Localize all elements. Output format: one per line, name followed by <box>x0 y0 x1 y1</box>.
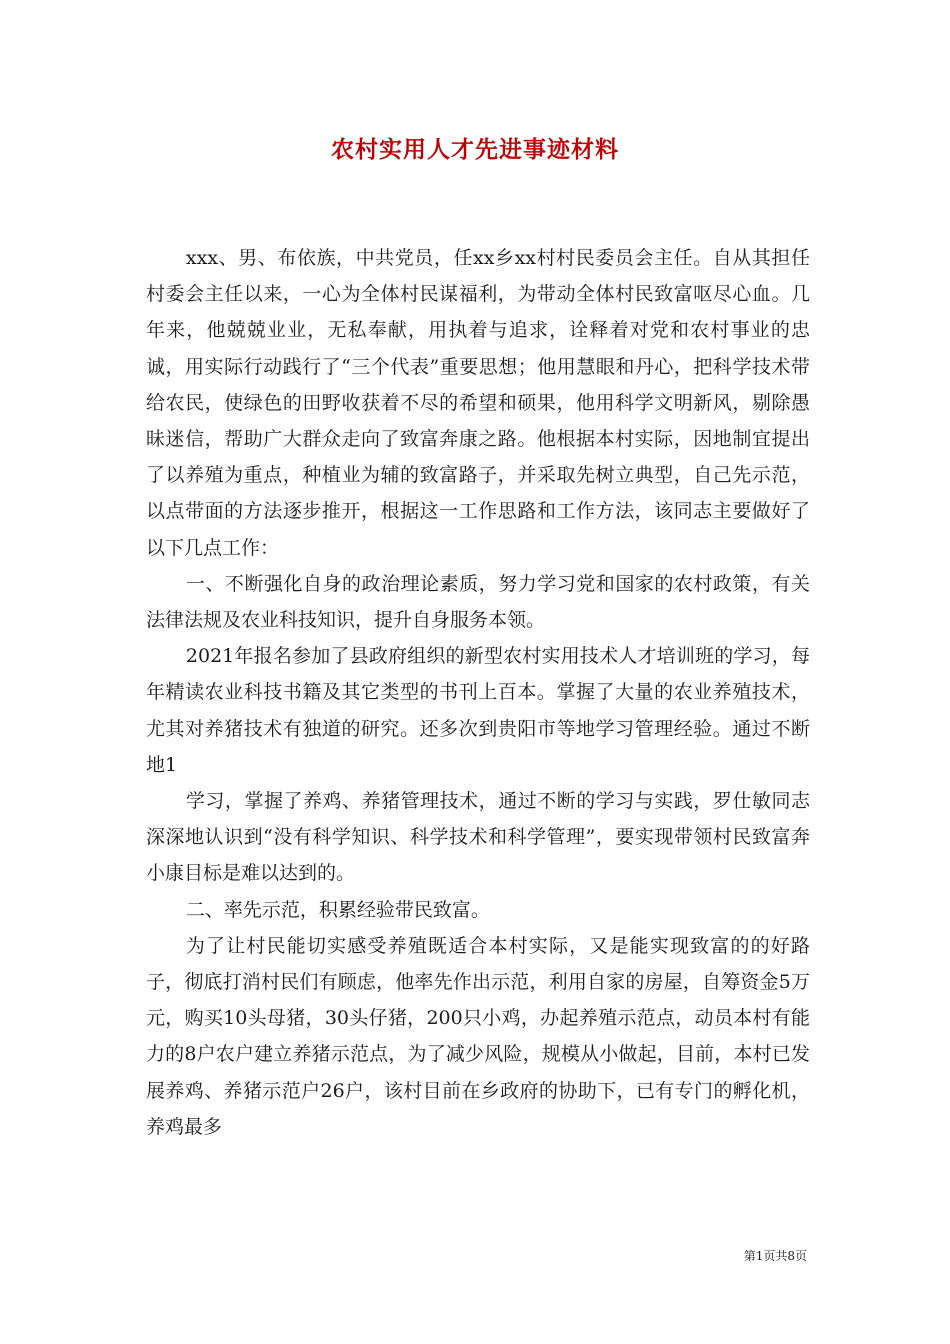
paragraph-demonstration: 为了让村民能切实感受养殖既适合本村实际，又是能实现致富的的好路子，彻底打消村民们有顾虑，他率先作出示范，利用自家的房屋，自筹资金5万元，购买10头母猪，30头仔猪，200只小鸡，办起养殖示范点，动员本村有能力的8户农户建立养猪示范点，为了减少风险，规模从小做起，目前，本村已发展养鸡、养猪示范户26户，该村目前在乡政府的协助下，已有专门的孵化机，养鸡最多 <box>146 934 810 1138</box>
paragraph-section-two-heading: 二、率先示范，积累经验带民致富。 <box>185 898 490 921</box>
document-title: 农村实用人才先进事迹材料 <box>331 136 619 163</box>
paragraph-training: 2021年报名参加了县政府组织的新型农村实用技术人才培训班的学习，每年精读农业科技书籍及其它类型的书刊上百本。掌握了大量的农业养殖技术，尤其对养猪技术有独道的研究。还多次到贵阳市等地学习管理经验。通过不断地1 <box>146 645 810 776</box>
paragraph-section-one-heading: 一、不断强化自身的政治理论素质，努力学习党和国家的农村政策，有关法律法规及农业科技知识，提升自身服务本领。 <box>146 572 810 632</box>
page-number-footer: 第1页共8页 <box>743 1249 807 1263</box>
document-body <box>146 240 810 1145</box>
paragraph-learning: 学习，掌握了养鸡、养猪管理技术，通过不断的学习与实践，罗仕敏同志深深地认识到“没有科学知识、科学技术和科学管理”，要实现带领村民致富奔小康目标是难以达到的。 <box>146 790 810 885</box>
paragraph-intro: xxx、男、布依族，中共党员，任xx乡xx村村民委员会主任。自从其担任村委会主任以来，一心为全体村民谋福利，为带动全体村民致富呕尽心血。几年来，他兢兢业业，无私奉献，用执着与追求，诠释着对党和农村事业的忠诚，用实际行动践行了“三个代表”重要思想；他用慧眼和丹心，把科学技术带给农民，使绿色的田野收获着不尽的希望和硕果，他用科学文明新风，剔除愚昧迷信，帮助广大群众走向了致富奔康之路。他根据本村实际，因地制宜提出了以养殖为重点，种植业为辅的致富路子，并采取先树立典型，自己先示范，以点带面的方法逐步推开，根据这一工作思路和工作方法，该同志主要做好了以下几点工作： <box>146 247 810 559</box>
